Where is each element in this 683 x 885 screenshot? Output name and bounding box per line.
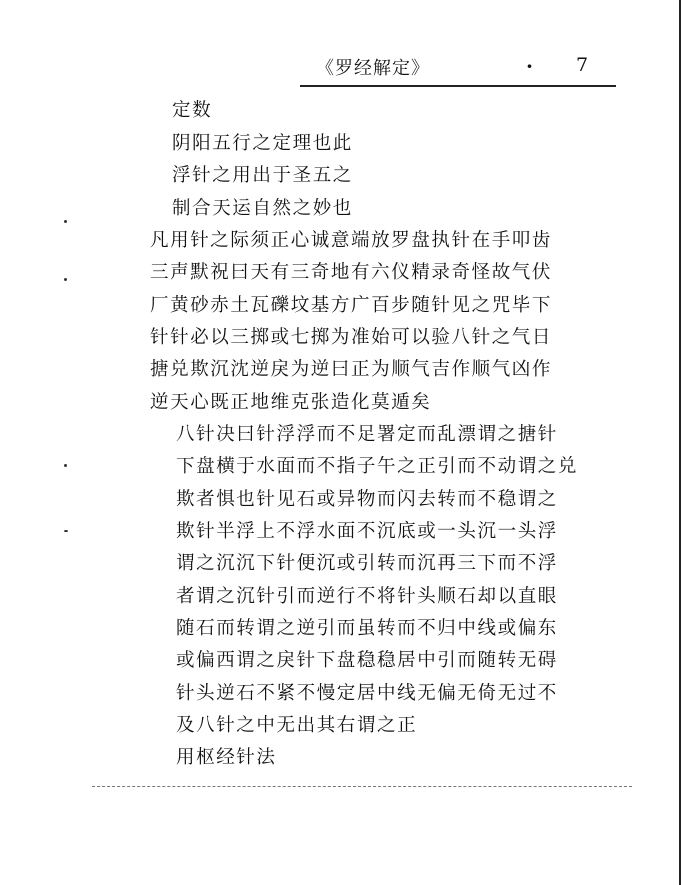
- text-line: 随石而转谓之逆引而虽转而不归中线或偏东: [176, 618, 558, 639]
- page-number: 7: [576, 54, 589, 76]
- text-line: 浮针之用出于圣五之: [172, 165, 353, 186]
- text-line: 三声默祝曰天有三奇地有六仪精录奇怪故气伏: [150, 262, 553, 283]
- text-line: 谓之沉沉下针便沉或引转而沉再三下而不浮: [176, 553, 558, 574]
- text-line: 下盘横于水面而不指子午之正引而不动谓之兑: [176, 456, 579, 477]
- running-header: [312, 54, 612, 84]
- scan-speck: [64, 464, 67, 467]
- text-line: 及八针之中无出其右谓之正: [176, 715, 418, 736]
- text-line: 定数: [172, 100, 213, 121]
- scan-speck: [64, 220, 67, 223]
- text-line: 制合天运自然之妙也: [172, 198, 353, 219]
- header-separator-dot: ·: [526, 54, 533, 78]
- scan-speck: [64, 278, 67, 281]
- text-line: 厂黄砂赤土瓦礫坟基方广百步随针见之咒毕下: [150, 295, 553, 316]
- scan-speck: [64, 530, 68, 532]
- text-line: 八针决曰针浮浮而不足署定而乱漂谓之搪针: [176, 424, 558, 445]
- text-line: 者谓之沉针引而逆行不将针头顺石却以直眼: [176, 586, 558, 607]
- text-line: 搪兑欺沉沈逆戾为逆曰正为顺气吉作顺气凶作: [150, 359, 553, 380]
- text-line: 凡用针之际须正心诚意端放罗盘执针在手叩齿: [150, 230, 553, 251]
- text-line: 用枢经针法: [176, 747, 277, 768]
- header-rule: [300, 85, 616, 87]
- text-line: 欺者惧也针见石或异物而闪去转而不稳谓之: [176, 489, 558, 510]
- text-line: 或偏西谓之戾针下盘稳稳居中引而随转无碍: [176, 650, 558, 671]
- text-line: 针头逆石不紧不慢定居中线无偏无倚无过不: [176, 683, 558, 704]
- page-edge-border: [679, 0, 681, 885]
- book-title: 《罗经解定》: [316, 58, 430, 79]
- text-line: 欺针半浮上不浮水面不沉底或一头沉一头浮: [176, 521, 558, 542]
- text-line: 阴阳五行之定理也此: [172, 133, 353, 154]
- footer-rule: [92, 786, 632, 787]
- text-line: 针针必以三掷或七掷为准始可以验八针之气日: [150, 327, 553, 348]
- text-line: 逆天心既正地维克张造化莫遁矣: [150, 392, 432, 413]
